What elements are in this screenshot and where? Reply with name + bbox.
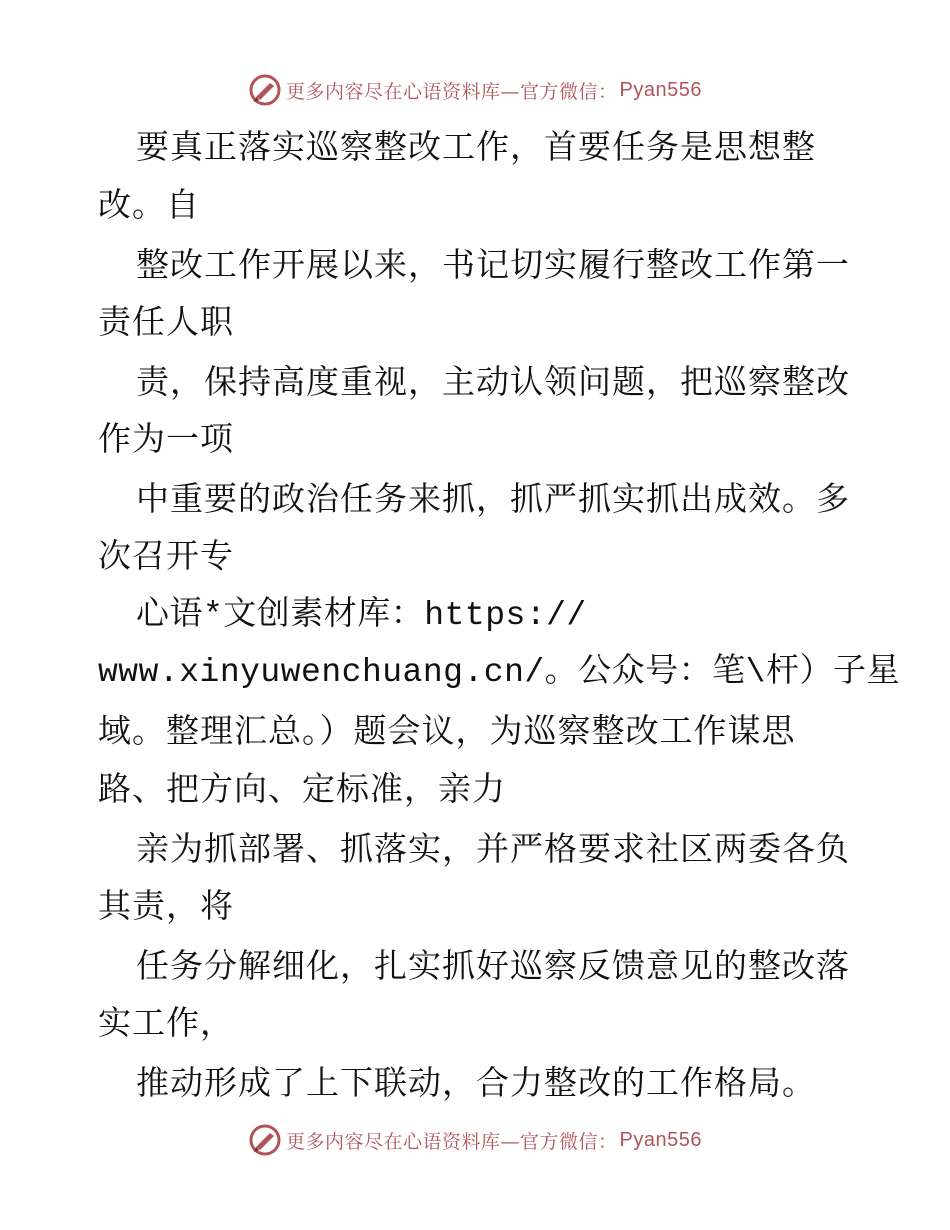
text-line: 亲为抓部署、抓落实，并严格要求社区两委各负 [136,829,850,868]
text-line: 其责，将 [98,886,234,925]
text-line: 心语*文创素材库：https:// [136,597,587,634]
header-banner-text: 更多内容尽在心语资料库—官方微信： [286,80,618,103]
text-line: 路、把方向、定标准，亲力 [98,769,506,808]
text-line: 任务分解细化，扎实抓好巡察反馈意见的整改落 [136,946,850,985]
text-line: 整改工作开展以来，书记切实履行整改工作第一 [136,245,850,284]
footer-banner-id: Pyan556 [619,1128,702,1151]
text-line: 推动形成了上下联动，合力整改的工作格局。 [136,1063,816,1102]
footer-banner-text: 更多内容尽在心语资料库—官方微信： [286,1130,618,1153]
header-banner-id: Pyan556 [619,78,702,101]
text-line: 责，保持高度重视，主动认领问题，把巡察整改 [136,362,850,401]
text-line: 域。整理汇总。）题会议，为巡察整改工作谋思 [98,711,796,750]
pen-logo-icon [248,73,282,107]
pen-logo-icon [248,1123,282,1157]
text-line: www.xinyuwenchuang.cn/。公众号：笔\杆）子星 [98,654,900,691]
text-line: 实工作， [98,1003,234,1042]
text-line: 责任人职 [98,302,234,341]
header-banner [0,70,950,110]
text-line: 次召开专 [98,536,234,575]
text-line: 要真正落实巡察整改工作，首要任务是思想整 [136,127,816,166]
text-line: 改。自 [98,185,200,224]
text-line: 作为一项 [98,419,234,458]
footer-banner [0,1120,950,1160]
text-line: 中重要的政治任务来抓，抓严抓实抓出成效。多 [136,479,850,518]
